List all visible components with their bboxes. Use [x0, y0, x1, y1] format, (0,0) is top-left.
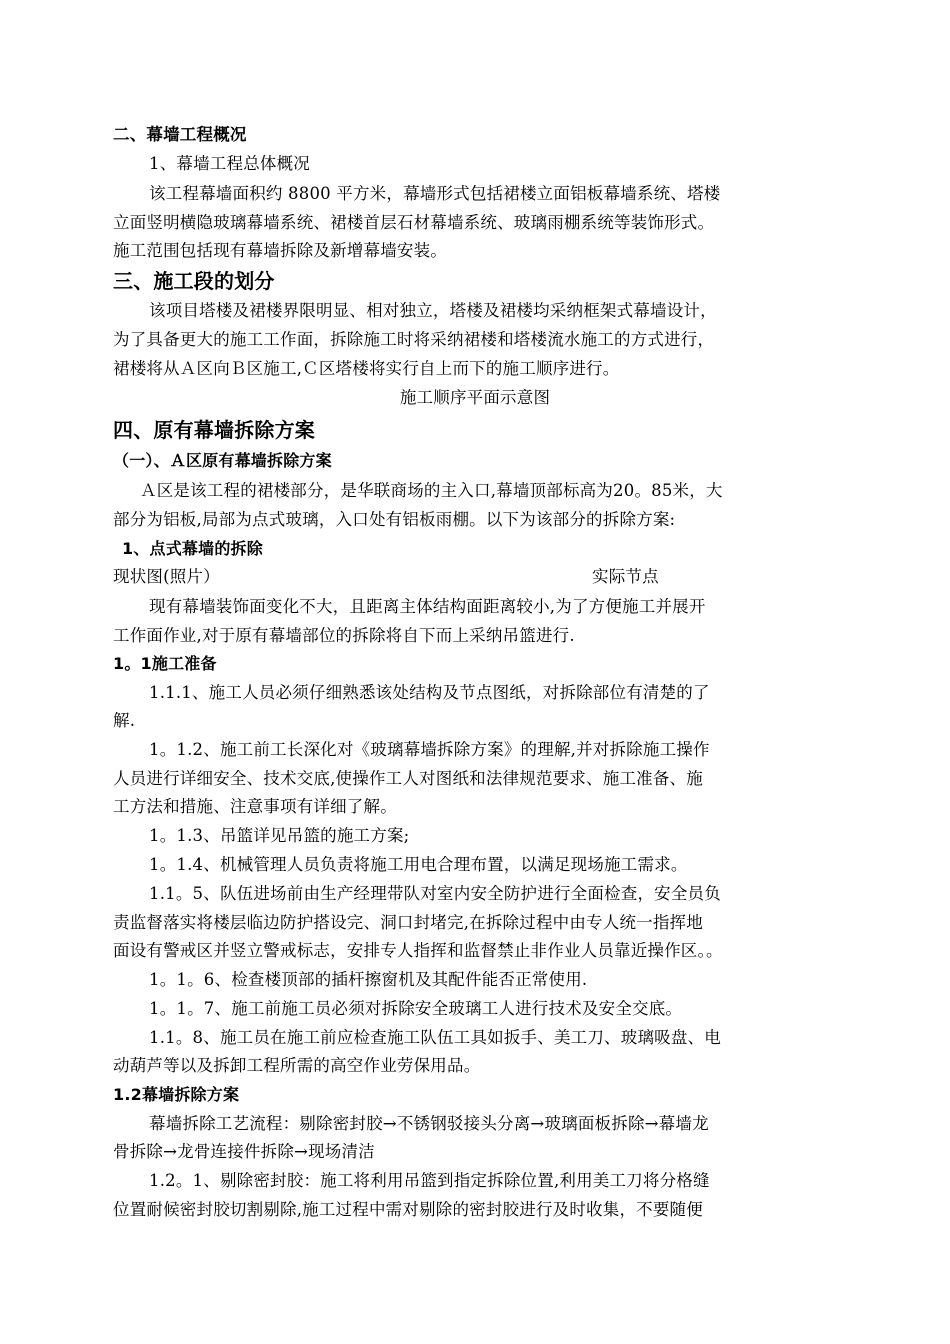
paragraph-line: 责监督落实将楼层临边防护搭设完、洞口封堵完,在拆除过程中由专人统一指挥地: [113, 913, 703, 932]
paragraph-line: 该工程幕墙面积约 8800 平方米，幕墙形式包括裙楼立面铝板幕墙系统、塔楼: [149, 184, 721, 203]
photo-label-left: 现状图(照片）: [113, 567, 220, 586]
photo-label-right: 实际节点: [592, 567, 659, 586]
section-4-heading: 四、原有幕墙拆除方案: [113, 418, 315, 442]
paragraph-line: 现有幕墙装饰面变化不大，且距离主体结构面距离较小,为了方便施工并展开: [149, 597, 706, 616]
paragraph-line: 面设有警戒区并竖立警戒标志，安排专人指挥和监督禁止非作业人员靠近操作区。。: [113, 941, 723, 960]
paragraph-line: 1.1.1、施工人员必须仔细熟悉该处结构及节点图纸，对拆除部位有清楚的了: [149, 683, 710, 702]
paragraph-line: Ａ区是该工程的裙楼部分，是华联商场的主入口,幕墙顶部标高为20。85米，大: [140, 481, 723, 500]
paragraph-line: 骨拆除→龙骨连接件拆除→现场清洁: [113, 1142, 375, 1161]
paragraph-line: 立面竖明横隐玻璃幕墙系统、裙楼首层石材幕墙系统、玻璃雨棚系统等装饰形式。: [113, 213, 715, 232]
paragraph-line: 位置耐候密封胶切割剔除,施工过程中需对剔除的密封胶进行及时收集，不要随便: [113, 1200, 703, 1219]
paragraph-line: 1。1.2、施工前工长深化对《玻璃幕墙拆除方案》的理解,并对拆除施工操作: [149, 740, 710, 759]
paragraph-line: 1。1.4、机械管理人员负责将施工用电合理布置，以满足现场施工需求。: [149, 855, 688, 874]
paragraph-line: 为了具备更大的施工工作面，拆除施工时将采纳裙楼和塔楼流水施工的方式进行，: [113, 330, 715, 349]
item-1-2-heading: 1.2幕墙拆除方案: [113, 1085, 240, 1104]
paragraph-line: 部分为铝板,局部为点式玻璃，入口处有铝板雨棚。以下为该部分的拆除方案:: [113, 510, 676, 529]
paragraph-line: 1。1。7、施工前施工员必须对拆除安全玻璃工人进行技术及安全交底。: [149, 999, 683, 1018]
paragraph-line: 工方法和措施、注意事项有详细了解。: [113, 797, 397, 816]
paragraph-line: 裙楼将从Ａ区向Ｂ区施工,Ｃ区塔楼将实行自上而下的施工顺序进行。: [113, 359, 620, 378]
paragraph-line: 工作面作业,对于原有幕墙部位的拆除将自下而上采纳吊篮进行.: [113, 626, 575, 645]
paragraph-line: 1。1.3、吊篮详见吊篮的施工方案;: [149, 826, 410, 845]
section-2-heading: 二、幕墙工程概况: [113, 125, 247, 144]
paragraph-line: 人员进行详细安全、技术交底,使操作工人对图纸和法律规范要求、施工准备、施: [113, 769, 703, 788]
paragraph-line: 施工范围包括现有幕墙拆除及新增幕墙安装。: [113, 241, 447, 260]
paragraph-line: 1.2。1、剔除密封胶：施工将利用吊篮到指定拆除位置,利用美工刀将分格缝: [149, 1171, 710, 1190]
figure-caption: 施工顺序平面示意图: [399, 388, 551, 407]
paragraph-line: 1.1。8、施工员在施工前应检查施工队伍工具如扳手、美工刀、玻璃吸盘、电: [149, 1028, 721, 1047]
paragraph-line: 1.1。5、队伍进场前由生产经理带队对室内安全防护进行全面检查，安全员负: [149, 884, 721, 903]
paragraph-line: 1。1。6、检查楼顶部的插杆擦窗机及其配件能否正常使用.: [149, 970, 588, 989]
item-1-1-heading: 1。1施工准备: [113, 654, 217, 673]
paragraph-line: 该项目塔楼及裙楼界限明显、相对独立，塔楼及裙楼均采纳框架式幕墙设计，: [149, 301, 717, 320]
section-2-subheading: 1、幕墙工程总体概况: [149, 154, 310, 173]
paragraph-line: 动葫芦等以及拆卸工程所需的高空作业劳保用品。: [113, 1056, 481, 1075]
subsection-1-heading: 1、点式幕墙的拆除: [122, 539, 263, 558]
paragraph-line: 解.: [113, 711, 136, 730]
section-3-heading: 三、施工段的划分: [113, 269, 275, 293]
subsection-a-heading: （一）、Ａ区原有幕墙拆除方案: [113, 451, 332, 470]
paragraph-line: 幕墙拆除工艺流程：剔除密封胶→不锈钢驳接头分离→玻璃面板拆除→幕墙龙: [149, 1114, 709, 1133]
